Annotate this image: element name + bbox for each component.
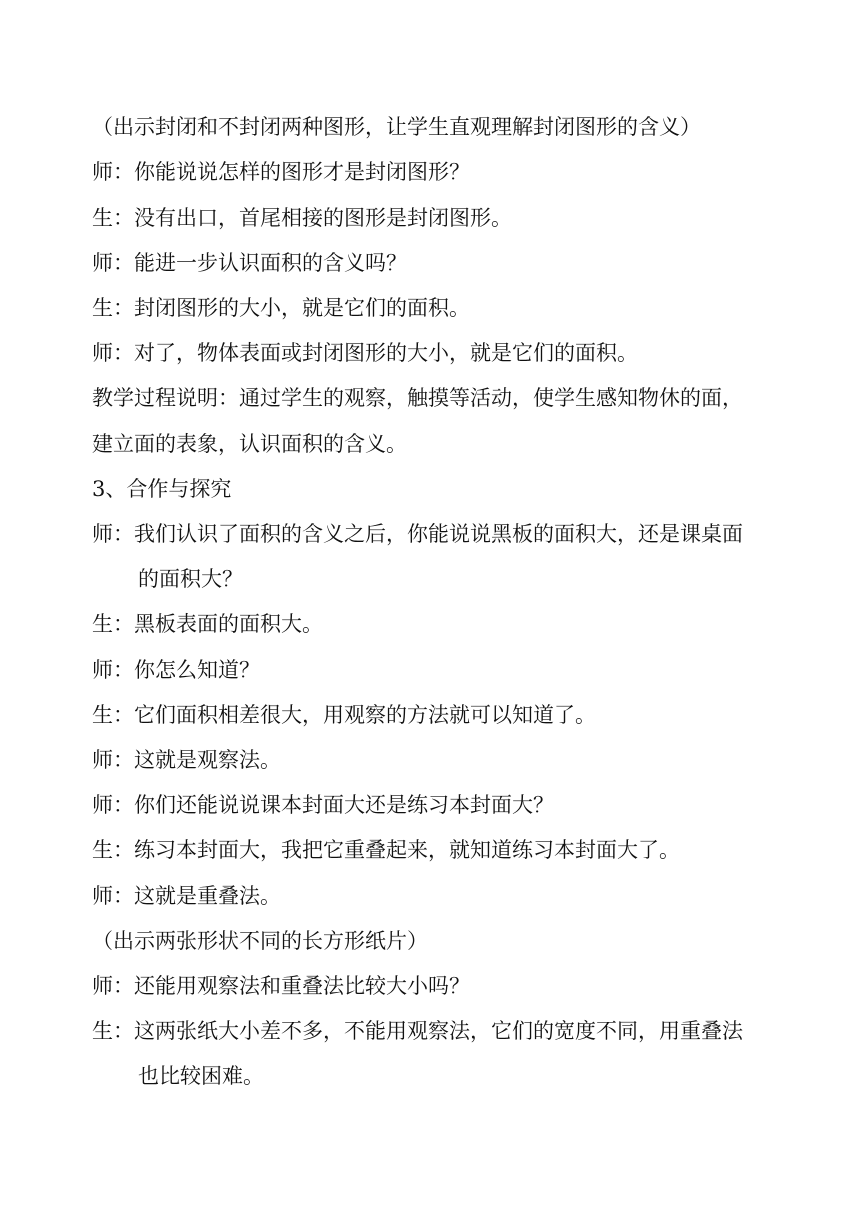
text-line-continuation: 也比较困难。 [138, 1064, 264, 1088]
text-line: 生：没有出口，首尾相接的图形是封闭图形。 [92, 206, 512, 230]
text-line: 生：黑板表面的面积大。 [92, 612, 323, 636]
section-heading: 3、合作与探究 [92, 477, 232, 501]
text-line: 生：这两张纸大小差不多，不能用观察法，它们的宽度不同，用重叠法 [92, 1019, 743, 1043]
text-line: 师：我们认识了面积的含义之后，你能说说黑板的面积大，还是课桌面 [92, 522, 743, 546]
text-line-continuation: 的面积大？ [138, 567, 243, 591]
text-line: 师：你们还能说说课本封面大还是练习本封面大？ [92, 793, 554, 817]
text-line: 建立面的表象，认识面积的含义。 [92, 432, 407, 456]
text-line: 生：练习本封面大，我把它重叠起来，就知道练习本封面大了。 [92, 838, 680, 862]
text-line: 师：你能说说怎样的图形才是封闭图形？ [92, 160, 470, 184]
text-line: 生：封闭图形的大小，就是它们的面积。 [92, 296, 470, 320]
text-line: 师：你怎么知道？ [92, 658, 260, 682]
text-line: 教学过程说明：通过学生的观察，触摸等活动，使学生感知物休的面， [92, 386, 743, 410]
text-line: （出示两张形状不同的长方形纸片） [92, 929, 428, 953]
text-line: 生：它们面积相差很大，用观察的方法就可以知道了。 [92, 703, 596, 727]
text-line: 师：能进一步认识面积的含义吗？ [92, 251, 407, 275]
text-line: 师：这就是观察法。 [92, 748, 281, 772]
text-line: 师：这就是重叠法。 [92, 884, 281, 908]
text-line: （出示封闭和不封闭两种图形，让学生直观理解封闭图形的含义） [92, 115, 701, 139]
text-line: 师：对了，物体表面或封闭图形的大小，就是它们的面积。 [92, 341, 638, 365]
text-line: 师：还能用观察法和重叠法比较大小吗？ [92, 974, 470, 998]
